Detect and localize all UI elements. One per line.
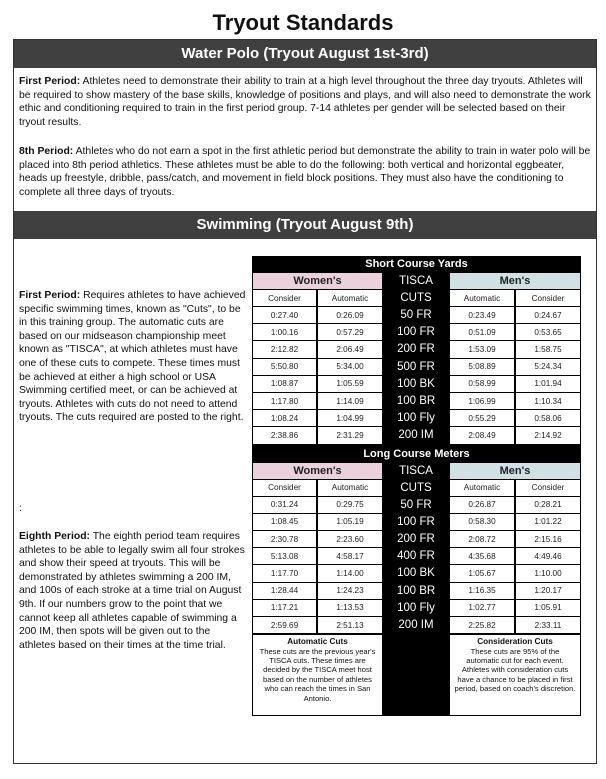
- women-consider-time: 5:13.08: [253, 548, 316, 564]
- women-consider-time: 2:59.69: [253, 617, 316, 633]
- water-polo-first-period: [19, 75, 591, 129]
- women-consider-time: 1:00.16: [253, 324, 316, 340]
- event-name: 100 Fly: [397, 601, 435, 614]
- event-name: 100 Fly: [397, 412, 435, 425]
- men-automatic-time: 0:26.87: [450, 497, 514, 513]
- event-name: 50 FR: [400, 309, 432, 322]
- men-automatic-time: 1:02.77: [450, 600, 514, 616]
- women-consider-time: 2:30.78: [253, 531, 316, 547]
- scy-col-m-automatic: Automatic: [450, 290, 514, 306]
- women-consider-time: 1:08.87: [253, 376, 316, 392]
- men-automatic-time: 0:51.09: [450, 324, 514, 340]
- scy-cuts-header: CUTS: [400, 292, 432, 304]
- men-automatic-time: 1:53.09: [450, 341, 514, 357]
- men-consider-time: 1:01.22: [516, 514, 580, 530]
- lcm-cuts-header: CUTS: [400, 481, 432, 494]
- water-polo-eighth-label: 8th Period:: [19, 146, 74, 157]
- automatic-cuts-note: [253, 635, 382, 715]
- women-automatic-time: 0:26.09: [318, 307, 382, 323]
- event-name: 200 FR: [397, 343, 435, 356]
- men-consider-time: 1:20.17: [516, 583, 580, 599]
- women-automatic-time: 1:24.23: [318, 583, 382, 599]
- women-consider-time: 1:08.45: [253, 514, 316, 530]
- women-automatic-time: 5:34.00: [318, 359, 382, 375]
- event-name: 100 FR: [397, 326, 435, 339]
- men-consider-time: 1:05.91: [516, 600, 580, 616]
- men-consider-time: 1:58.75: [516, 341, 580, 357]
- women-consider-time: 0:31.24: [253, 497, 316, 513]
- lcm-tisca-header: TISCA: [399, 464, 433, 477]
- women-consider-time: 1:28.44: [253, 583, 316, 599]
- lcm-col-m-automatic: Automatic: [450, 480, 514, 496]
- men-automatic-time: 2:25.82: [450, 617, 514, 633]
- event-name: 100 BR: [396, 395, 436, 408]
- women-automatic-time: 0:57.29: [318, 324, 382, 340]
- women-consider-time: 1:17.70: [253, 565, 316, 581]
- water-polo-eighth-period: [19, 145, 591, 199]
- event-name: 100 BR: [396, 584, 436, 597]
- men-automatic-time: 0:55.29: [450, 410, 514, 426]
- water-polo-banner: Water Polo (Tryout August 1st-3rd): [14, 40, 596, 68]
- swimming-first-text: Requires athletes to have achieved specific swimming times, known as "Cuts", to be in this training group. The automatic cuts are based on our midseason championship meet known as "TISCA", at which athletes must have one of these cuts to compete. These times must be achieved at either a high school or USA Swimming certified meet, or can be achieved at tryouts. Athletes with cuts do not need to attend tryouts. The cuts required are posted to the right.: [19, 290, 246, 424]
- event-name: 200 IM: [398, 429, 434, 442]
- women-consider-time: 1:17.80: [253, 393, 316, 409]
- women-automatic-time: 2:31.29: [318, 427, 382, 443]
- women-automatic-time: 1:13.53: [318, 600, 382, 616]
- automatic-cuts-note-text: These cuts are the previous year's TISCA cuts. These times are decided by the TISCA meet host based on the number of athletes who can reach the times in San Antonio.: [259, 646, 376, 703]
- women-automatic-time: 4:58.17: [318, 548, 382, 564]
- swimming-eighth-period: [19, 530, 247, 652]
- women-consider-time: 5:50.80: [253, 359, 316, 375]
- women-automatic-time: 0:29.75: [318, 497, 382, 513]
- water-polo-first-text: Athletes need to demonstrate their ability to train at a high level throughout the three day tryouts. Athletes will be required to show mastery of the base skills, knowledge of positions and plays, and will also need to demonstrate the work ethic and conditioning required to train in the first period group. 7-14 athletes per gender will be selected based on their tryout results.: [19, 76, 591, 128]
- women-automatic-time: 1:05.19: [318, 514, 382, 530]
- swimming-first-period: [19, 289, 247, 425]
- stray-mark: :: [19, 503, 22, 514]
- women-automatic-time: 2:23.60: [318, 531, 382, 547]
- scy-col-w-consider: Consider: [253, 290, 316, 306]
- standards-frame: [13, 39, 597, 764]
- women-automatic-time: 1:05.59: [318, 376, 382, 392]
- men-automatic-time: 0:23.49: [450, 307, 514, 323]
- water-polo-eighth-text: Athletes who do not earn a spot in the first athletic period but demonstrate the ability to train in water polo will be placed into 8th period athletics. These athletes must be able to do the following: both vertical and horizontal eggbeater, heads up freestyle, dribble, pass/catch, and movement in field block positions. They must also have the conditioning to complete all three days of tryouts.: [19, 146, 591, 198]
- men-consider-time: 0:28.21: [516, 497, 580, 513]
- scy-title: Short Course Yards: [365, 258, 468, 270]
- women-automatic-time: 1:14.00: [318, 565, 382, 581]
- swimming-banner: Swimming (Tryout August 9th): [14, 211, 596, 239]
- women-automatic-time: 1:04.99: [318, 410, 382, 426]
- page-title: Tryout Standards: [212, 10, 394, 35]
- men-consider-time: 0:53.65: [516, 324, 580, 340]
- women-consider-time: 2:12.82: [253, 341, 316, 357]
- scy-tisca-header: TISCA: [399, 275, 433, 287]
- event-name: 100 BK: [397, 377, 435, 390]
- men-consider-time: 2:33.11: [516, 617, 580, 633]
- event-name: 50 FR: [400, 498, 432, 511]
- men-consider-time: 1:10.34: [516, 393, 580, 409]
- lcm-title: Long Course Meters: [363, 447, 470, 460]
- lcm-col-w-automatic: Automatic: [318, 480, 382, 496]
- women-automatic-time: 1:14.09: [318, 393, 382, 409]
- event-name: 100 BK: [397, 567, 435, 580]
- event-name: 200 IM: [398, 619, 434, 632]
- event-name: 100 FR: [397, 515, 435, 528]
- scy-women-header: Women's: [253, 273, 382, 289]
- swimming-eighth-text: The eighth period team requires athletes to be able to legally swim all four strokes and show their speed at tryouts. This will be demonstrated by athletes swimming a 200 IM, and 100s of each stroke at a time trial on August 9th. If our numbers grow to the point that we cannot keep all athletes capable of swimming a 200 IM, then spots will be given out to the athletes based on their times at the time trial.: [19, 531, 245, 651]
- women-automatic-time: 2:51.13: [318, 617, 382, 633]
- men-automatic-time: 5:08.89: [450, 359, 514, 375]
- women-automatic-time: 2:06.49: [318, 341, 382, 357]
- men-automatic-time: 4:35.68: [450, 548, 514, 564]
- men-consider-time: 2:14.92: [516, 427, 580, 443]
- event-name: 400 FR: [397, 550, 435, 563]
- men-consider-time: 0:24.67: [516, 307, 580, 323]
- men-automatic-time: 1:16.35: [450, 583, 514, 599]
- consideration-cuts-note: [450, 635, 580, 715]
- women-consider-time: 0:27.40: [253, 307, 316, 323]
- women-consider-time: 1:08.24: [253, 410, 316, 426]
- men-automatic-time: 1:06.99: [450, 393, 514, 409]
- men-consider-time: 0:58.06: [516, 410, 580, 426]
- men-consider-time: 2:15.16: [516, 531, 580, 547]
- lcm-men-header: Men's: [450, 463, 580, 479]
- swimming-eighth-label: Eighth Period:: [19, 531, 90, 542]
- men-automatic-time: 1:05.67: [450, 565, 514, 581]
- scy-col-w-automatic: Automatic: [318, 290, 382, 306]
- men-consider-time: 5:24.34: [516, 359, 580, 375]
- women-consider-time: 1:17.21: [253, 600, 316, 616]
- lcm-col-m-consider: Consider: [516, 480, 580, 496]
- women-consider-time: 2:38.86: [253, 427, 316, 443]
- automatic-cuts-note-title: Automatic Cuts: [287, 637, 348, 647]
- men-consider-time: 4:49.46: [516, 548, 580, 564]
- scy-men-header: Men's: [450, 273, 580, 289]
- cuts-table: [252, 256, 581, 716]
- men-consider-time: 1:01.94: [516, 376, 580, 392]
- event-name: 500 FR: [397, 360, 435, 373]
- men-automatic-time: 0:58.99: [450, 376, 514, 392]
- swimming-first-label: First Period:: [19, 290, 81, 301]
- water-polo-first-label: First Period:: [19, 76, 81, 87]
- consideration-cuts-note-title: Consideration Cuts: [477, 637, 553, 647]
- lcm-women-header: Women's: [253, 463, 382, 479]
- scy-col-m-consider: Consider: [516, 290, 580, 306]
- lcm-col-w-consider: Consider: [253, 480, 316, 496]
- event-name: 200 FR: [397, 533, 435, 546]
- men-automatic-time: 2:08.72: [450, 531, 514, 547]
- men-automatic-time: 2:08.49: [450, 427, 514, 443]
- consideration-cuts-note-text: These cuts are 95% of the automatic cut for each event. Athletes with consideration cuts have a chance to be placed in first period, based on coach's discretion.: [454, 646, 576, 694]
- men-automatic-time: 0:58.30: [450, 514, 514, 530]
- men-consider-time: 1:10.00: [516, 565, 580, 581]
